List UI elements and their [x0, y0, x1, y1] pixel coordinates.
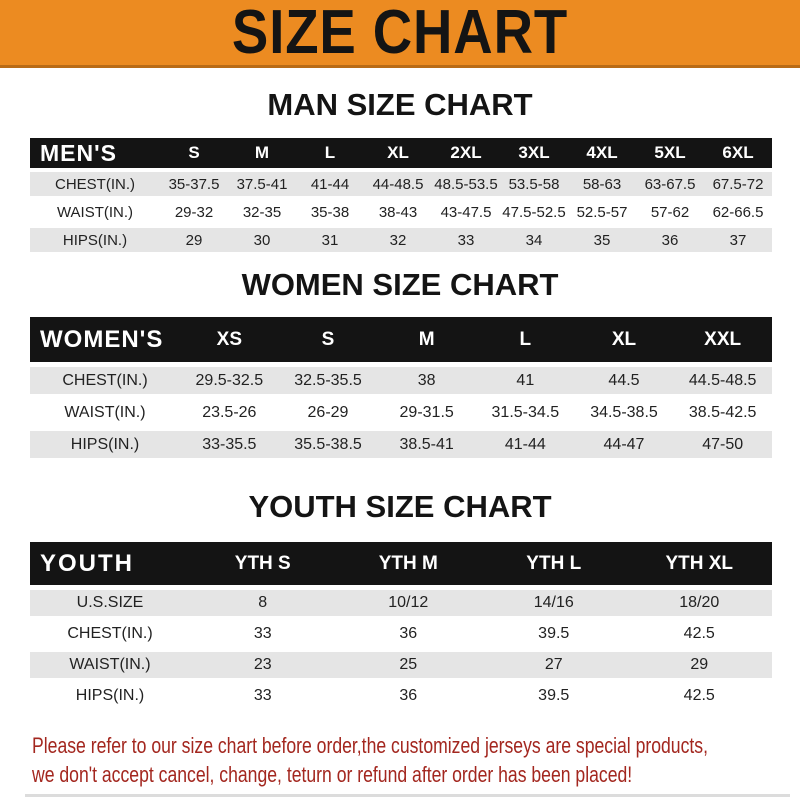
table-cell: 34.5-38.5	[590, 403, 658, 421]
youth-table-header-row	[30, 542, 772, 585]
table-cell: 8	[258, 594, 268, 611]
banner-title: SIZE CHART	[231, 0, 569, 67]
table-cell: 23	[253, 656, 272, 673]
column-header: YTH XL	[665, 552, 734, 574]
table-cell: 62-66.5	[712, 203, 764, 221]
table-cell: 47.5-52.5	[502, 203, 566, 221]
row-label: WAIST(IN.)	[56, 203, 134, 221]
column-header: XL	[387, 143, 409, 162]
bottom-divider	[25, 794, 790, 797]
table-cell: 57-62	[650, 203, 690, 221]
table-row	[30, 590, 772, 616]
column-header: XS	[216, 328, 242, 350]
table-cell: 41-44	[504, 435, 546, 453]
table-cell: 44.5-48.5	[688, 371, 757, 389]
table-cell: 36	[661, 231, 679, 249]
column-header: M	[254, 143, 270, 162]
table-cell: 67.5-72	[712, 175, 764, 193]
row-label: CHEST(IN.)	[55, 175, 135, 193]
men-table-header-row	[30, 138, 772, 168]
column-header: XXL	[704, 328, 742, 350]
column-header: 4XL	[586, 143, 618, 162]
table-cell: 30	[253, 231, 271, 249]
table-cell: 32.5-35.5	[294, 371, 362, 389]
table-row	[30, 431, 772, 458]
men-section-heading: MAN SIZE CHART	[267, 87, 533, 122]
column-header: S	[188, 143, 200, 162]
table-cell: 33	[457, 231, 475, 249]
table-cell: 41	[516, 371, 535, 389]
table-cell: 33-35.5	[202, 435, 257, 453]
column-header: 5XL	[654, 143, 686, 162]
column-header: M	[418, 328, 435, 350]
men-size-table	[30, 138, 772, 252]
table-row	[30, 399, 772, 426]
men-table-title: MEN'S	[40, 139, 117, 166]
footer-line-2: we don't accept cancel, change, teturn or refund after order has been placed!	[32, 762, 633, 787]
table-cell: 38-43	[378, 203, 418, 221]
table-cell: 37.5-41	[236, 175, 288, 193]
table-cell: 35.5-38.5	[294, 435, 362, 453]
column-header: YTH M	[378, 552, 438, 574]
table-cell: 33	[253, 687, 272, 704]
table-cell: 43-47.5	[440, 203, 492, 221]
table-row	[30, 200, 772, 224]
table-cell: 58-63	[582, 175, 622, 193]
table-row	[30, 652, 772, 678]
column-header: 2XL	[450, 143, 482, 162]
table-cell: 18/20	[679, 594, 720, 611]
column-header: 6XL	[722, 143, 754, 162]
footer-note	[32, 731, 800, 789]
table-cell: 23.5-26	[202, 403, 257, 421]
women-table-header-row	[30, 317, 772, 362]
table-cell: 39.5	[538, 687, 570, 704]
youth-section-heading: YOUTH SIZE CHART	[248, 489, 552, 524]
women-section-heading: WOMEN SIZE CHART	[241, 267, 559, 302]
table-cell: 35	[593, 231, 611, 249]
column-header: XL	[611, 328, 637, 350]
women-table-title: WOMEN'S	[40, 325, 164, 353]
column-header: YTH S	[234, 552, 291, 574]
table-cell: 35-37.5	[168, 175, 220, 193]
row-label: CHEST(IN.)	[62, 371, 148, 389]
women-size-table	[30, 317, 772, 458]
column-header: YTH L	[526, 552, 582, 574]
youth-table-title: YOUTH	[40, 549, 134, 577]
table-cell: 35-38	[310, 203, 350, 221]
table-cell: 10/12	[388, 594, 429, 611]
table-cell: 44-47	[603, 435, 645, 453]
youth-section	[0, 490, 800, 709]
table-cell: 38	[417, 371, 436, 389]
table-cell: 29.5-32.5	[195, 371, 264, 389]
table-cell: 29	[185, 231, 203, 249]
row-label: U.S.SIZE	[76, 594, 144, 611]
table-row	[30, 228, 772, 252]
table-cell: 31.5-34.5	[491, 403, 560, 421]
table-cell: 47-50	[702, 435, 744, 453]
table-cell: 29-32	[174, 203, 214, 221]
women-section	[0, 268, 800, 458]
table-row	[30, 367, 772, 394]
row-label: HIPS(IN.)	[70, 435, 140, 453]
table-cell: 36	[399, 687, 418, 704]
table-cell: 27	[544, 656, 563, 673]
row-label: HIPS(IN.)	[62, 231, 128, 249]
column-header: S	[321, 328, 335, 350]
banner	[0, 0, 800, 68]
column-header: L	[519, 328, 532, 350]
table-cell: 33	[253, 625, 272, 642]
table-cell: 44-48.5	[372, 175, 424, 193]
table-cell: 29-31.5	[399, 403, 454, 421]
table-cell: 48.5-53.5	[434, 175, 498, 193]
row-label: CHEST(IN.)	[67, 625, 153, 642]
table-cell: 26-29	[307, 403, 349, 421]
table-cell: 38.5-41	[399, 435, 454, 453]
footer-line-1: Please refer to our size chart before order,the customized jerseys are special products,	[32, 733, 708, 758]
table-cell: 52.5-57	[576, 203, 628, 221]
row-label: HIPS(IN.)	[75, 687, 145, 704]
table-cell: 44.5	[608, 371, 640, 389]
table-cell: 14/16	[533, 594, 574, 611]
table-cell: 36	[399, 625, 418, 642]
table-row	[30, 683, 772, 709]
table-cell: 29	[690, 656, 709, 673]
column-header: 3XL	[518, 143, 550, 162]
row-label: WAIST(IN.)	[69, 656, 151, 673]
table-cell: 32-35	[242, 203, 282, 221]
table-cell: 32	[389, 231, 407, 249]
table-row	[30, 172, 772, 196]
row-label: WAIST(IN.)	[64, 403, 146, 421]
youth-size-table	[30, 542, 772, 709]
column-header: L	[324, 143, 336, 162]
table-cell: 25	[399, 656, 418, 673]
men-section	[0, 88, 800, 252]
table-row	[30, 621, 772, 647]
table-cell: 39.5	[538, 625, 570, 642]
table-cell: 37	[729, 231, 747, 249]
table-cell: 63-67.5	[644, 175, 696, 193]
table-cell: 31	[321, 231, 339, 249]
table-cell: 38.5-42.5	[688, 403, 757, 421]
table-cell: 41-44	[310, 175, 350, 193]
table-cell: 34	[525, 231, 543, 249]
table-cell: 42.5	[683, 687, 715, 704]
table-cell: 42.5	[683, 625, 715, 642]
table-cell: 53.5-58	[508, 175, 560, 193]
